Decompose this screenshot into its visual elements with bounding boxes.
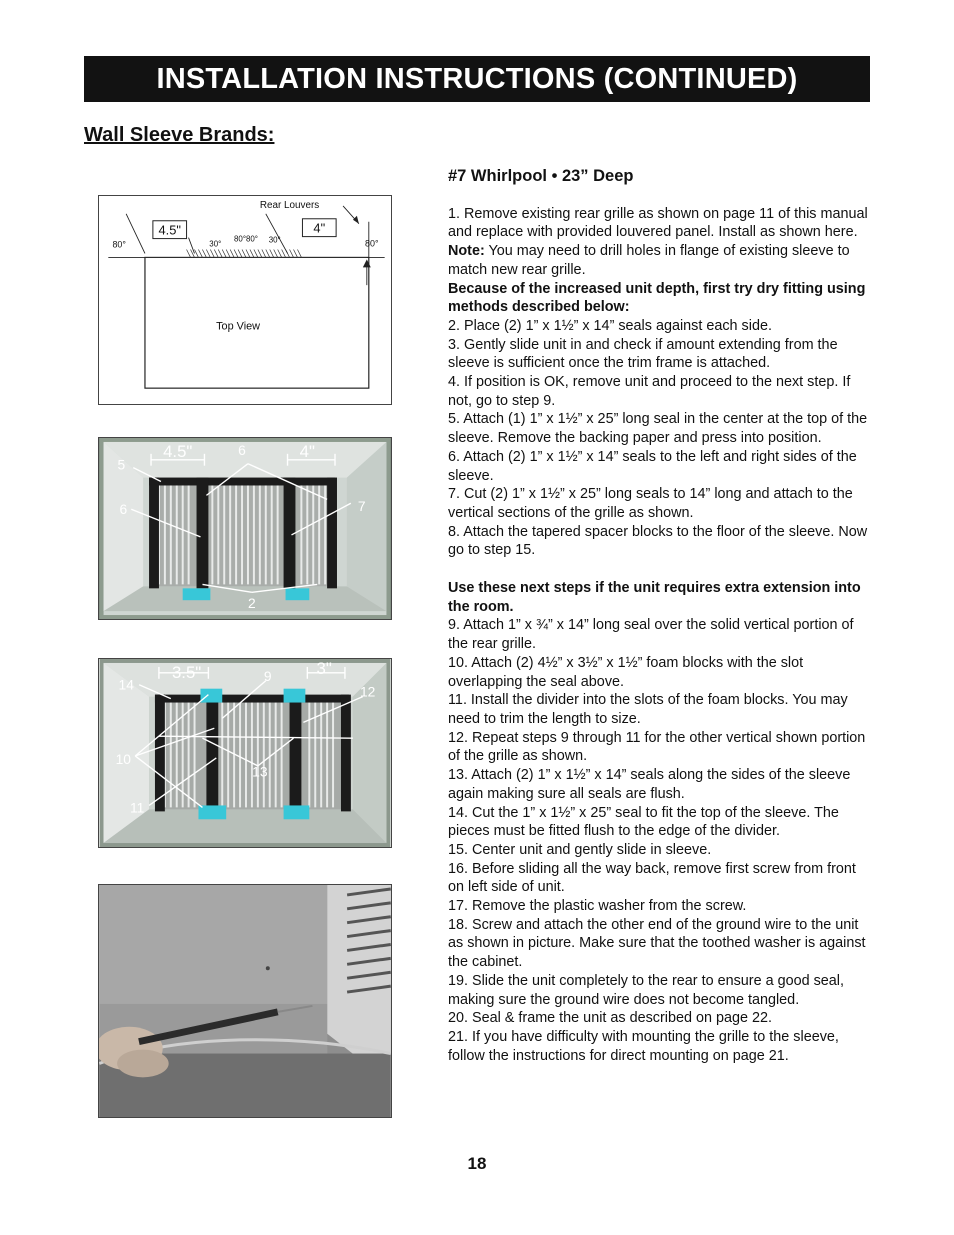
photo-b-dim-right: 3" [316, 659, 332, 678]
photo-a-dim-right: 4" [299, 441, 315, 461]
step-12: 12. Repeat steps 9 through 11 for the other vertical shown portion of the grille as shown. [448, 729, 866, 765]
note-paragraph [448, 242, 868, 279]
photo-b-dim-left: 3.5" [171, 662, 202, 682]
page-number: 18 [467, 1154, 487, 1173]
angle-right-outer: 80° [365, 238, 379, 249]
step-5: 5. Attach (1) 1” x 1½” x 25” long seal in the center at the top of the sleeve. Remove the backing paper and press into position. [448, 411, 868, 447]
step-16: 16. Before sliding all the way back, remove first screw from front on left side of unit. [448, 860, 856, 896]
photo-b-label-11: 11 [129, 799, 145, 816]
step-2: 2. Place (2) 1” x 1½” x 14” seals against each side. [448, 317, 772, 334]
photo-b-label-14: 14 [118, 676, 134, 693]
photo-a-label-5: 5 [117, 456, 126, 473]
photo-b-label-13: 13 [252, 763, 268, 780]
step-1: 1. Remove existing rear grille as shown on page 11 of this manual and replace with provided louvered panel. Install as shown here. [448, 205, 868, 241]
angle-left-outer: 80° [112, 239, 126, 250]
photo-a-dim-left: 4.5" [163, 441, 193, 461]
photo-b-label-10: 10 [115, 750, 131, 767]
note-label: Note: [448, 243, 485, 260]
angle-left-inner: 30° [209, 239, 222, 249]
step-6: 6. Attach (2) 1” x 1½” x 14” seals to the left and right sides of the sleeve. [448, 448, 857, 484]
photo-a-label-2: 2 [248, 595, 256, 612]
step-15: 15. Center unit and gently slide in sleeve. [448, 841, 712, 858]
page-title: INSTALLATION INSTRUCTIONS (CONTINUED) [156, 62, 798, 95]
step-20: 20. Seal & frame the unit as described on page 22. [448, 1010, 773, 1027]
extension-heading: Use these next steps if the unit requires extra extension into the room. [448, 580, 861, 615]
step-18: 18. Screw and attach the other end of the ground wire to the unit as shown in picture. Make sure that the toothed washer is against the cabinet. [448, 916, 866, 971]
photo-a-label-6-top: 6 [238, 441, 246, 458]
step-19: 19. Slide the unit completely to the rear to ensure a good seal, making sure the ground wire does not become tangled. [448, 972, 844, 1008]
step-13: 13. Attach (2) 1” x 1½” x 14” seals along the sides of the sleeve again making sure all seals are flush. [448, 767, 851, 802]
step-14: 14. Cut the 1” x 1½” x 25” seal to fit the top of the sleeve. The pieces must be fitted flush to the edge of the divider. [448, 804, 839, 840]
sleeve-photo-foam-blocks [98, 658, 392, 848]
step-17: 17. Remove the plastic washer from the screw. [448, 898, 747, 915]
top-view-caption: Top View [216, 320, 261, 333]
step-8: 8. Attach the tapered spacer blocks to the floor of the sleeve. Now go to step 15. [448, 523, 868, 559]
photo-a-label-6-left: 6 [119, 501, 128, 518]
photo-b-label-9: 9 [263, 667, 272, 684]
step-21: 21. If you have difficulty with mounting the grille to the sleeve, follow the instructions for direct mounting on page 21. [448, 1028, 839, 1064]
note-text: You may need to drill holes in flange of existing sleeve to match new rear grille. [448, 243, 850, 278]
rear-louvers-label: Rear Louvers [259, 199, 320, 211]
instructions-column [448, 167, 868, 1065]
section-heading: Wall Sleeve Brands: [84, 124, 275, 146]
sleeve-photo-seals [98, 437, 392, 620]
angle-center: 80°80° [234, 234, 258, 244]
step-7: 7. Cut (2) 1” x 1½” x 25” long seals to 14” long and attach to the vertical sections of the grille as shown. [448, 486, 853, 521]
step-9: 9. Attach 1” x ¾” x 14” long seal over the solid vertical portion of the rear grille. [448, 617, 854, 653]
step-3: 3. Gently slide unit in and check if amount extending from the sleeve is sufficient once the trim frame is attached. [448, 336, 838, 372]
instructions-subheading: #7 Whirlpool • 23” Deep [448, 167, 634, 185]
top-view-dim-right: 4" [313, 220, 326, 236]
screwdriver-photo [98, 884, 392, 1118]
photo-b-label-12: 12 [359, 683, 376, 700]
angle-right-inner: 30° [268, 235, 281, 245]
step-11: 11. Install the divider into the slots of the foam blocks. You may need to trim the length to size. [448, 692, 848, 727]
step-4: 4. If position is OK, remove unit and proceed to the next step. If not, go to step 9. [448, 374, 851, 409]
dry-fit-heading: Because of the increased unit depth, first try dry fitting using methods described below: [448, 280, 866, 316]
step-10: 10. Attach (2) 4½” x 3½” x 1½” foam blocks with the slot overlapping the seal above. [448, 654, 804, 690]
top-view-dim-left: 4.5" [158, 222, 181, 238]
photo-a-label-7: 7 [357, 498, 366, 515]
page-title-banner [84, 56, 870, 102]
top-view-diagram [98, 195, 392, 405]
